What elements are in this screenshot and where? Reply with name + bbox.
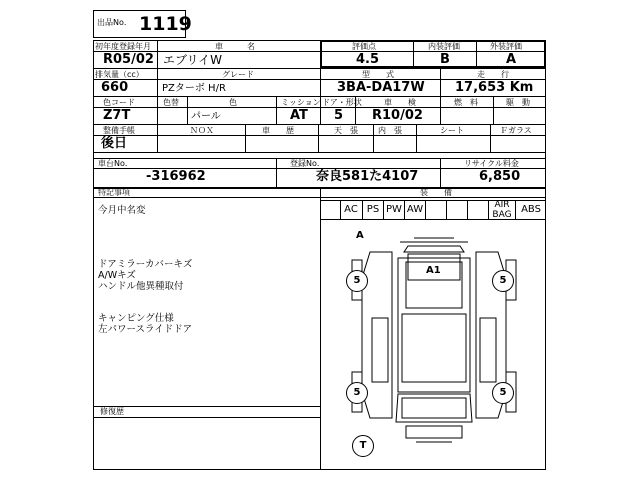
- inspection-value: R10/02: [372, 108, 423, 123]
- color-label: 色: [229, 98, 237, 107]
- displacement-label: 排気量（cc）: [95, 70, 144, 79]
- lot-number-label: 出品No．: [97, 18, 132, 27]
- repair-history-label: 修復歴: [100, 407, 124, 416]
- chassis-value: -316962: [146, 169, 206, 184]
- seat-label: シート: [440, 126, 464, 135]
- grade-value: PZターボ H/R: [162, 83, 226, 94]
- score-value: 4.5: [356, 52, 380, 67]
- note-line-1: 今月中名変: [98, 205, 146, 216]
- interior-eval-label: 内装評価: [428, 42, 460, 51]
- name-label: 車 名: [215, 42, 255, 51]
- notes-label: 特記事項: [98, 188, 130, 197]
- color-value: パール: [191, 111, 221, 122]
- mark-front: A: [356, 230, 364, 241]
- equip-ac: AC: [340, 200, 361, 220]
- note-line-3: A/Wキズ: [98, 270, 136, 281]
- door-label: ドア・形状: [322, 98, 362, 107]
- drive-label: 駆 動: [506, 98, 530, 107]
- door-value: 5: [334, 108, 344, 123]
- inner-panel-label: 内 張: [378, 126, 402, 135]
- car-name-value: エブリイW: [163, 53, 223, 67]
- equip-airbag: AIR BAG: [488, 200, 515, 220]
- score-label: 評価点: [352, 42, 376, 51]
- exterior-eval-value: A: [506, 52, 517, 67]
- lot-number-value: 1119: [139, 13, 192, 35]
- chassis-label: 車台No．: [98, 159, 133, 168]
- equip-aw: AW: [404, 200, 425, 220]
- recycle-value: 6,850: [479, 169, 521, 184]
- equip-ps: PS: [362, 200, 383, 220]
- mileage-label: 走 行: [477, 70, 509, 79]
- mission-value: AT: [290, 108, 308, 123]
- spare-tire-mark: T: [352, 435, 374, 457]
- tire-rear-right: 5: [492, 382, 514, 404]
- color-code-label: 色コード: [103, 98, 135, 107]
- note-line-6: 左パワースライドドア: [98, 324, 192, 335]
- year-label: 初年度登録年月: [95, 42, 151, 51]
- car-damage-diagram: [322, 222, 544, 468]
- displacement-value: 660: [101, 80, 129, 95]
- model-value: 3BA-DA17W: [337, 80, 425, 95]
- fuel-label: 燃 料: [454, 98, 478, 107]
- exterior-eval-label: 外装評価: [490, 42, 522, 51]
- color-code-value: Z7T: [103, 108, 131, 123]
- equip-pw: PW: [383, 200, 404, 220]
- mission-label: ミッション: [281, 98, 321, 107]
- tire-rear-left: 5: [346, 382, 368, 404]
- tire-front-left: 5: [346, 270, 368, 292]
- equipment-label: 装 備: [420, 188, 452, 197]
- inspection-label: 車 検: [384, 98, 416, 107]
- history-label: 車 歴: [262, 126, 294, 135]
- interior-eval-value: B: [440, 52, 450, 67]
- tire-front-right: 5: [492, 270, 514, 292]
- grade-label: グレード: [222, 70, 254, 79]
- nox-label: ＮＯＸ: [190, 126, 214, 135]
- mileage-value: 17,653 Km: [455, 80, 534, 95]
- manual-label: 整備手帳: [103, 126, 135, 135]
- color-change-label: 色替: [163, 98, 179, 107]
- year-value: R05/02: [103, 52, 154, 67]
- registration-label: 登録No．: [290, 159, 325, 168]
- front-glass-label: Ｆガラス: [500, 126, 532, 135]
- recycle-label: リサイクル料金: [464, 159, 519, 168]
- ceiling-label: 天 張: [334, 126, 358, 135]
- note-line-5: キャンピング仕様: [98, 313, 174, 324]
- mark-roof: A1: [426, 265, 441, 276]
- note-line-2: ドアミラーカバーキズ: [98, 259, 193, 270]
- registration-value: 奈良581た4107: [316, 169, 419, 184]
- equip-abs: ABS: [515, 200, 546, 220]
- model-label: 型 式: [362, 70, 394, 79]
- manual-value: 後日: [101, 136, 128, 151]
- note-line-4: ハンドル他異種取付: [98, 281, 184, 292]
